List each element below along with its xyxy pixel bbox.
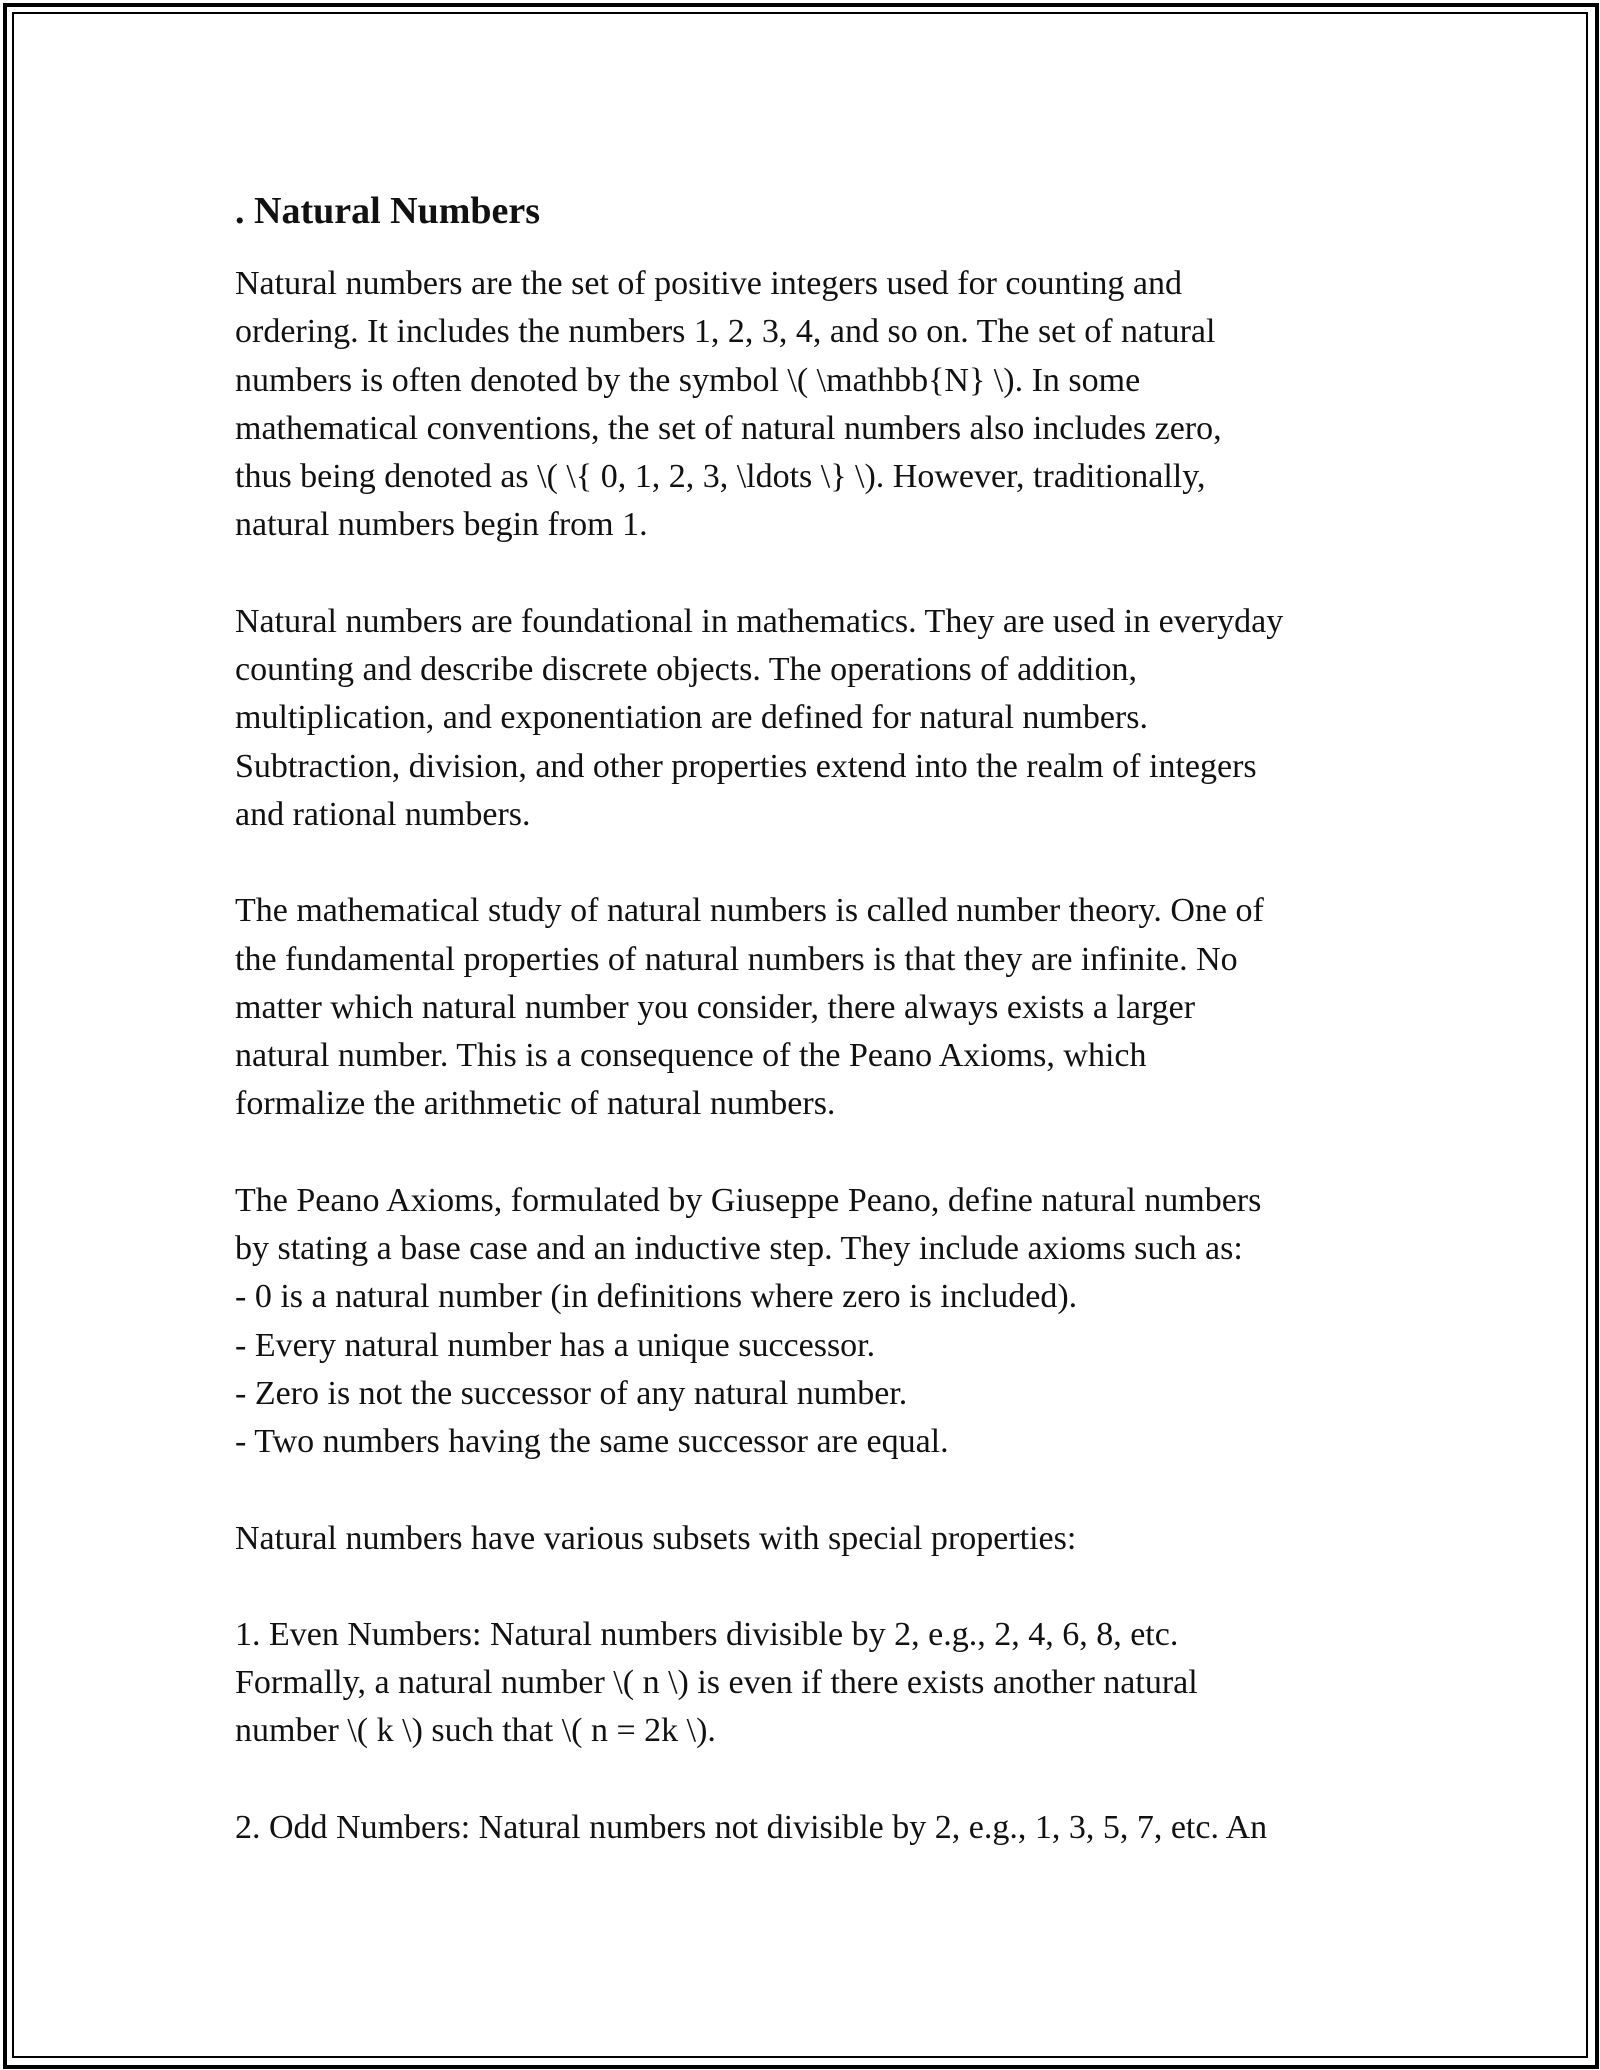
paragraph-number-theory	[235, 887, 1415, 1128]
paragraph-subsets-intro	[235, 1515, 1415, 1563]
paragraph-peano-axioms	[235, 1177, 1415, 1467]
paragraph-even-numbers	[235, 1611, 1415, 1756]
text-line: counting and describe discrete objects. The operations of addition,	[235, 651, 1137, 689]
text-line: by stating a base case and an inductive step. They include axioms such as:	[235, 1230, 1243, 1268]
text-line: 1. Even Numbers: Natural numbers divisible by 2, e.g., 2, 4, 6, 8, etc.	[235, 1615, 1179, 1653]
document-body	[235, 186, 1415, 1900]
text-line: the fundamental properties of natural numbers is that they are infinite. No	[235, 940, 1238, 978]
text-line: Natural numbers are the set of positive integers used for counting and	[235, 265, 1183, 302]
text-line: matter which natural number you consider, there always exists a larger	[235, 988, 1196, 1026]
section-title: . Natural Numbers	[235, 190, 541, 232]
text-line: Formally, a natural number \( n \) is even if there exists another natural	[235, 1664, 1198, 1702]
text-line: formalize the arithmetic of natural numbers.	[235, 1085, 836, 1123]
text-line: numbers is often denoted by the symbol \( \mathbb{N} \). In some	[235, 361, 1141, 399]
text-line: natural numbers begin from 1.	[235, 506, 648, 544]
text-line: 2. Odd Numbers: Natural numbers not divisible by 2, e.g., 1, 3, 5, 7, etc. An	[235, 1808, 1268, 1846]
axiom-list-item: - 0 is a natural number (in definitions where zero is included).	[235, 1278, 1078, 1316]
paragraph-odd-numbers	[235, 1804, 1415, 1852]
text-line: The Peano Axioms, formulated by Giuseppe Peano, define natural numbers	[235, 1181, 1262, 1219]
text-line: The mathematical study of natural numbers is called number theory. One of	[235, 892, 1264, 930]
text-line: ordering. It includes the numbers 1, 2, 3, 4, and so on. The set of natural	[235, 313, 1216, 351]
text-line: Natural numbers have various subsets with special properties:	[235, 1519, 1077, 1557]
text-line: Subtraction, division, and other properties extend into the realm of integers	[235, 747, 1257, 785]
axiom-list-item: - Two numbers having the same successor are equal.	[235, 1423, 949, 1461]
text-line: and rational numbers.	[235, 795, 531, 833]
text-line: Natural numbers are foundational in mathematics. They are used in everyday	[235, 602, 1284, 640]
text-line: natural number. This is a consequence of the Peano Axioms, which	[235, 1037, 1147, 1075]
text-line: multiplication, and exponentiation are defined for natural numbers.	[235, 699, 1148, 737]
paragraph-foundations	[235, 598, 1415, 839]
axiom-list-item: - Zero is not the successor of any natural number.	[235, 1374, 908, 1412]
text-line: mathematical conventions, the set of natural numbers also includes zero,	[235, 409, 1222, 447]
axiom-list-item: - Every natural number has a unique successor.	[235, 1326, 876, 1364]
text-line: thus being denoted as \( \{ 0, 1, 2, 3, \ldots \} \). However, traditionally,	[235, 458, 1206, 496]
paragraph-definition	[235, 260, 1415, 550]
text-line: number \( k \) such that \( n = 2k \).	[235, 1712, 716, 1750]
